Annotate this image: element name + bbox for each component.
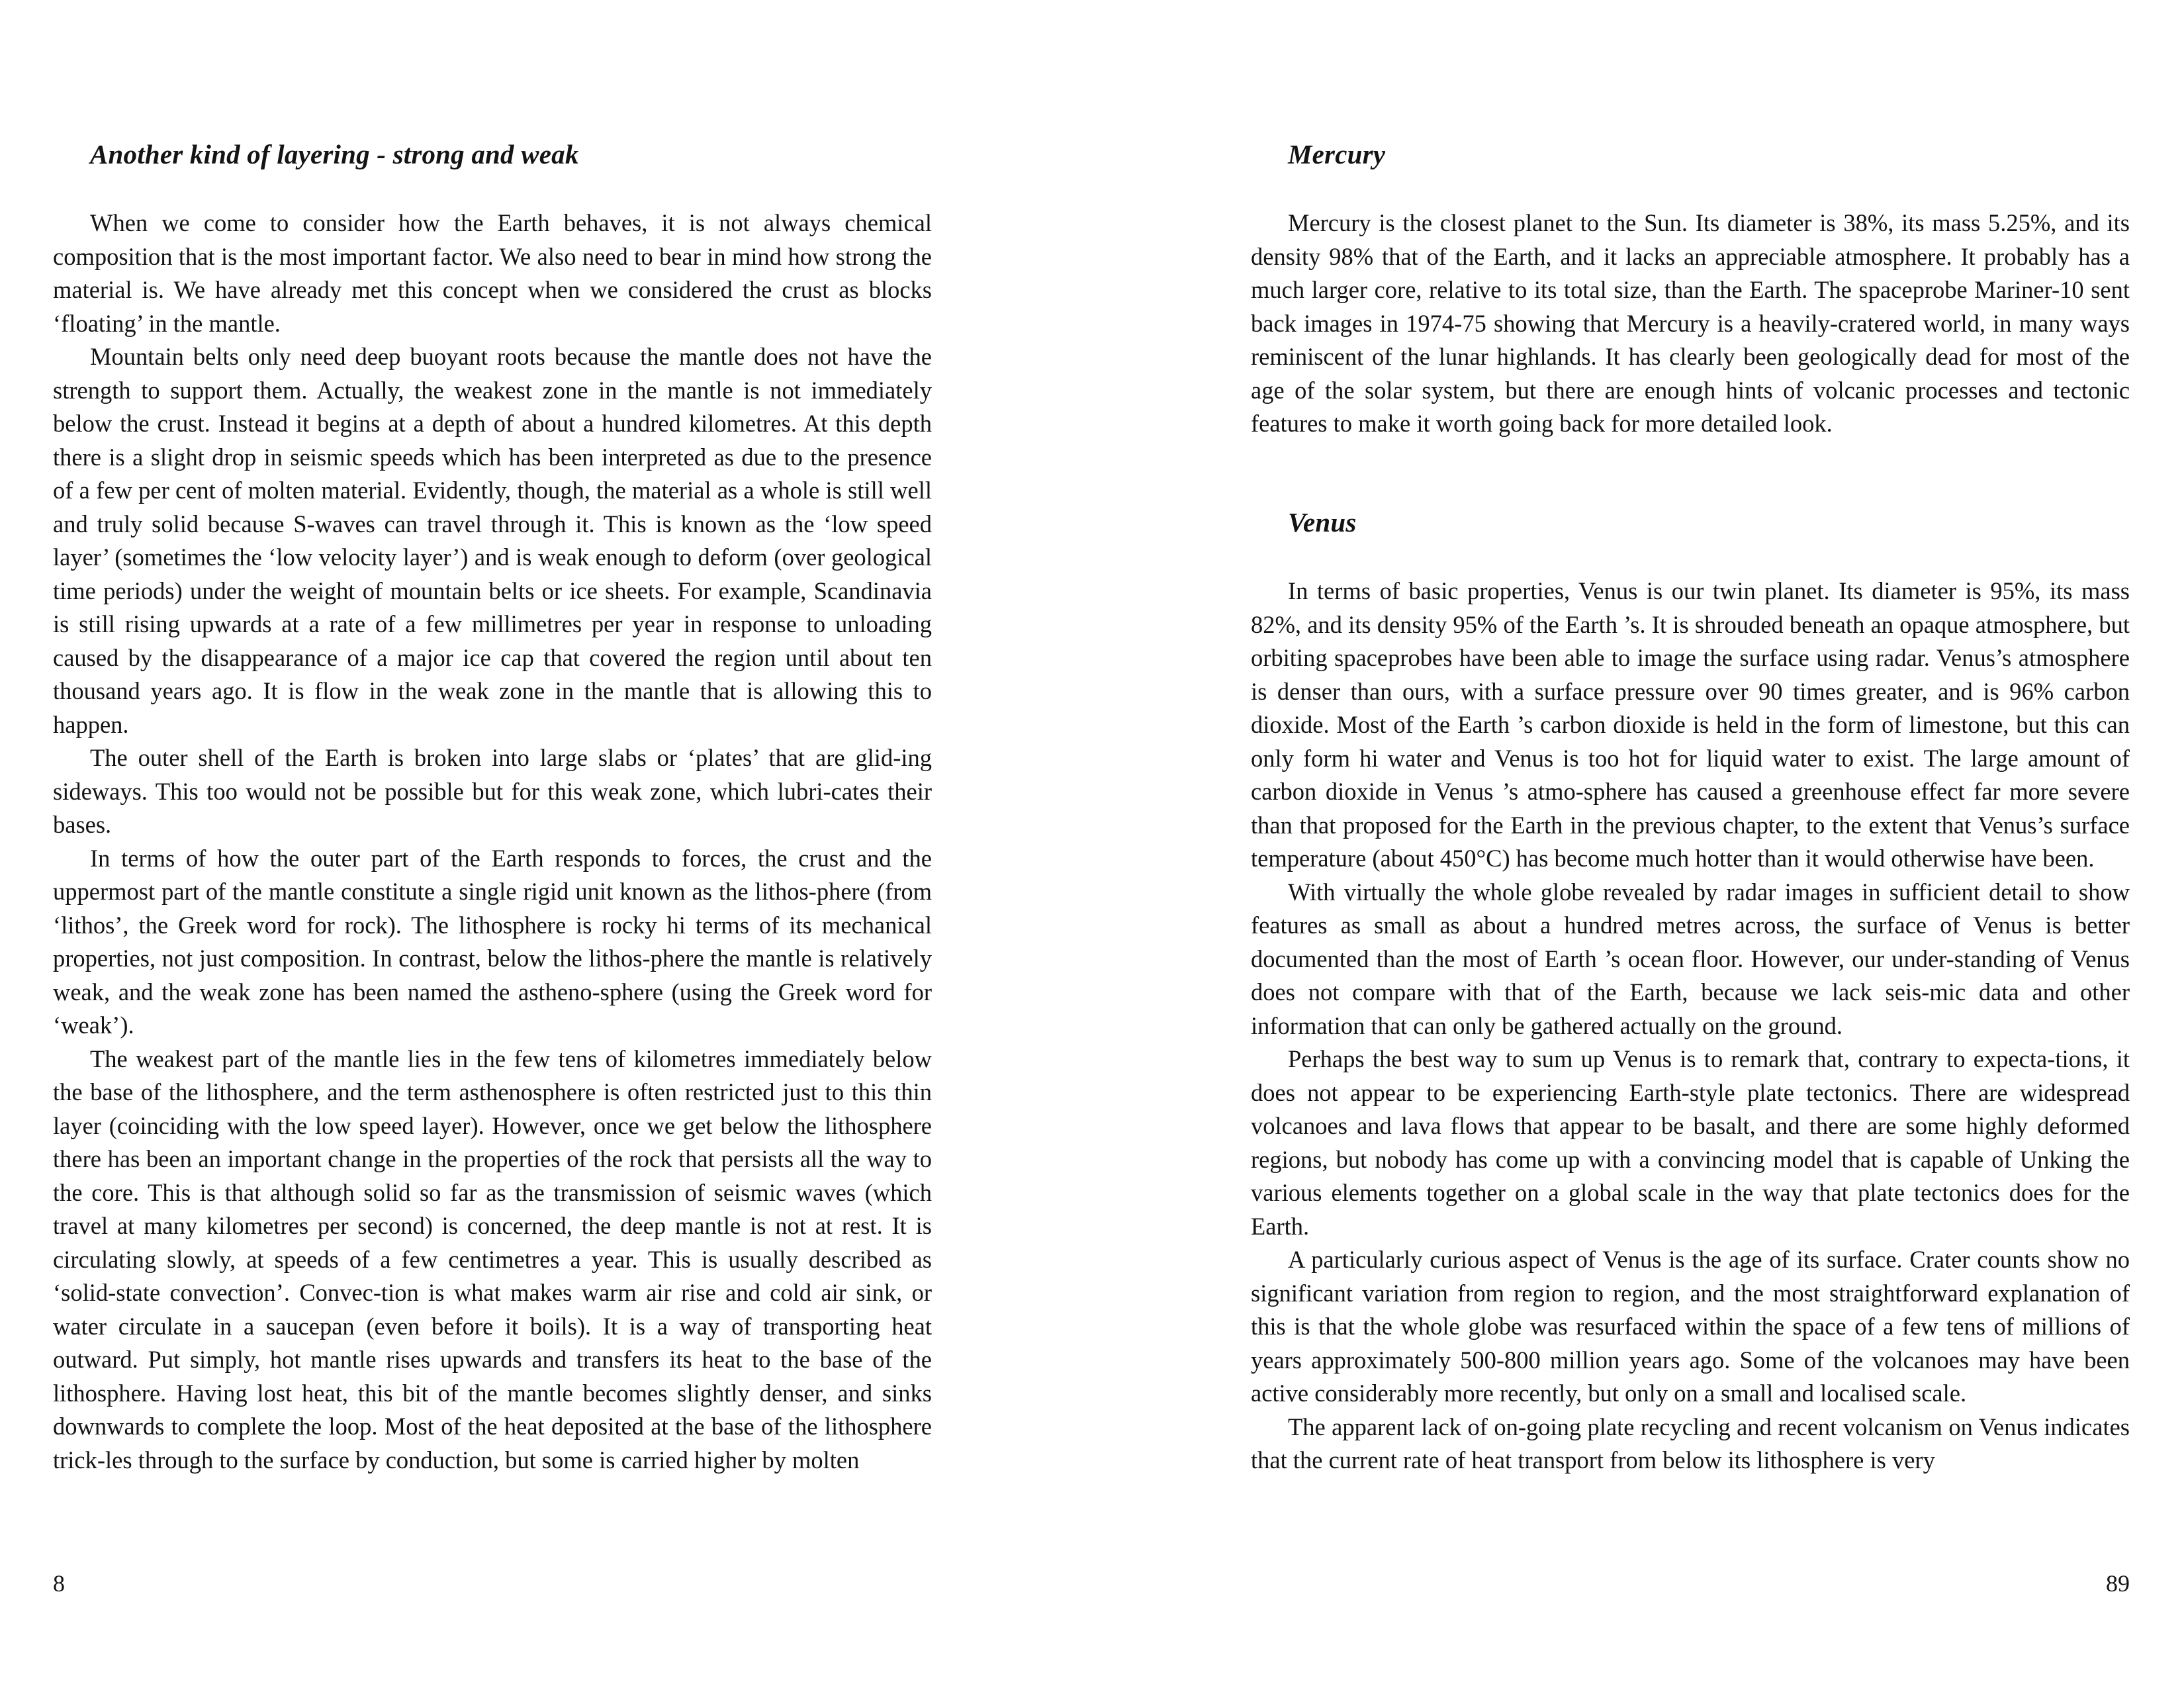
paragraph: In terms of how the outer part of the Earth responds to forces, the crust and the uppermost part of the mantle constitute a single rigid unit known as the lithos-phere (from ‘lithos’, the Greek word for rock). The lithosphere is rocky hi terms of its mechanical properties, not just composition. In contrast, below the lithos-phere the mantle is relatively weak, and the weak zone has been named the astheno-sphere (using the Greek word for ‘weak’). [53, 844, 932, 1039]
paragraph: In terms of basic properties, Venus is our twin planet. Its diameter is 95%, its mass 82%, and its density 95% of the Earth ’s. It is shrouded beneath an opaque atmosphere, but orbiting spaceprobes have been able to image the surface using radar. Venus’s atmosphere is denser than ours, with a surface pressure over 90 times greater, and is 96% carbon dioxide. Most of the Earth ’s carbon dioxide is held in the form of limestone, but this can only form hi water and Venus is too hot for liquid water to exist. The large amount of carbon dioxide in Venus ’s atmo-sphere has caused a greenhouse effect far more severe than that proposed for the Earth in the previous chapter, to the extent that Venus’s surface temperature (about 450°C) has become much hotter than it would otherwise have been. [1251, 577, 2130, 872]
paragraph: Mercury is the closest planet to the Sun. Its diameter is 38%, its mass 5.25%, and its density 98% that of the Earth, and it lacks an appreciable atmosphere. It probably has a much larger core, relative to its total size, than the Earth. The spaceprobe Mariner-10 sent back images in 1974-75 showing that Mercury is a heavily-cratered world, in many ways reminiscent of the lunar highlands. It has clearly been geologically dead for most of the age of the solar system, but there are enough hints of volcanic processes and tectonic features to make it worth going back for more detailed look. [1251, 209, 2130, 437]
page-number: 8 [53, 1570, 65, 1597]
paragraph: When we come to consider how the Earth behaves, it is not always chemical composition that is the most important factor. We also need to bear in mind how strong the material is. We have already met this concept when we considered the crust as blocks ‘floating’ in the mantle. [53, 209, 932, 337]
section-heading-layering: Another kind of layering - strong and weak [90, 139, 579, 169]
section-heading-mercury: Mercury [1288, 139, 1386, 169]
paragraph: A particularly curious aspect of Venus is the age of its surface. Crater counts show no significant variation from region to region, and the most straightforward explanation of this is that the whole globe was resurfaced within the space of a few tens of millions of years approximately 500-800 million years ago. Some of the volcanoes may have been active considerably more recently, but only on a small and localised scale. [1251, 1246, 2130, 1407]
right-page [1251, 0, 2130, 1688]
paragraph: The outer shell of the Earth is broken into large slabs or ‘plates’ that are glid-ing sideways. This too would not be possible but for this weak zone, which lubri-cates their bases. [53, 744, 932, 838]
paragraph: Perhaps the best way to sum up Venus is to remark that, contrary to expecta-tions, it does not appear to be experiencing Earth-style plate tectonics. There are widespread volcanoes and lava flows that appear to be basalt, and there are some highly deformed regions, but nobody has come up with a convincing model that is capable of Unking the various elements together on a global scale in the way that plate tectonics does for the Earth. [1251, 1045, 2130, 1240]
page-number: 89 [2106, 1570, 2130, 1597]
paragraph: The apparent lack of on-going plate recycling and recent volcanism on Venus indicates that the current rate of heat transport from below its lithosphere is very [1251, 1413, 2130, 1474]
left-body-text [53, 207, 932, 1477]
section-heading-venus: Venus [1288, 507, 1357, 538]
paragraph: The weakest part of the mantle lies in the few tens of kilometres immediately below the base of the lithosphere, and the term asthenosphere is often restricted just to this thin layer (coinciding with the low speed layer). However, once we get below the lithosphere there has been an important change in the properties of the rock that persists all the way to the core. This is that although solid so far as the transmission of seismic waves (which travel at many kilometres per second) is concerned, the deep mantle is not at rest. It is circulating slowly, at speeds of a few centimetres a year. This is usually described as ‘solid-state convection’. Convec-tion is what makes warm air rise and cold air sink, or water circulate in a saucepan (even before it boils). It is a way of transporting heat outward. Put simply, hot mantle rises upwards and transfers its heat to the base of the lithosphere. Having lost heat, this bit of the mantle becomes slightly denser, and sinks downwards to complete the loop. Most of the heat deposited at the base of the lithosphere trick-les through to the surface by conduction, but some is carried higher by molten [53, 1045, 932, 1474]
paragraph: With virtually the whole globe revealed by radar images in sufficient detail to show features as small as about a hundred metres across, the surface of Venus is better documented than the most of Earth ’s ocean floor. However, our under-standing of Venus does not compare with that of the Earth, because we lack seis-mic data and other information that can only be gathered actually on the ground. [1251, 878, 2130, 1039]
left-page [53, 0, 932, 1688]
mercury-body-text [1251, 207, 2130, 441]
venus-body-text [1251, 575, 2130, 1477]
paragraph: Mountain belts only need deep buoyant roots because the mantle does not have the strength to support them. Actually, the weakest zone in the mantle is not immediately below the crust. Instead it begins at a depth of about a hundred kilometres. At this depth there is a slight drop in seismic speeds which has been interpreted as due to the presence of a few per cent of molten material. Evidently, though, the material as a whole is still well and truly solid because S-waves can travel through it. This is known as the ‘low speed layer’ (sometimes the ‘low velocity layer’) and is weak enough to deform (over geological time periods) under the weight of mountain belts or ice sheets. For example, Scandinavia is still rising upwards at a rate of a few millimetres per year in response to unloading caused by the disappearance of a major ice cap that covered the region until about ten thousand years ago. It is flow in the weak zone in the mantle that is allowing this to happen. [53, 343, 932, 738]
